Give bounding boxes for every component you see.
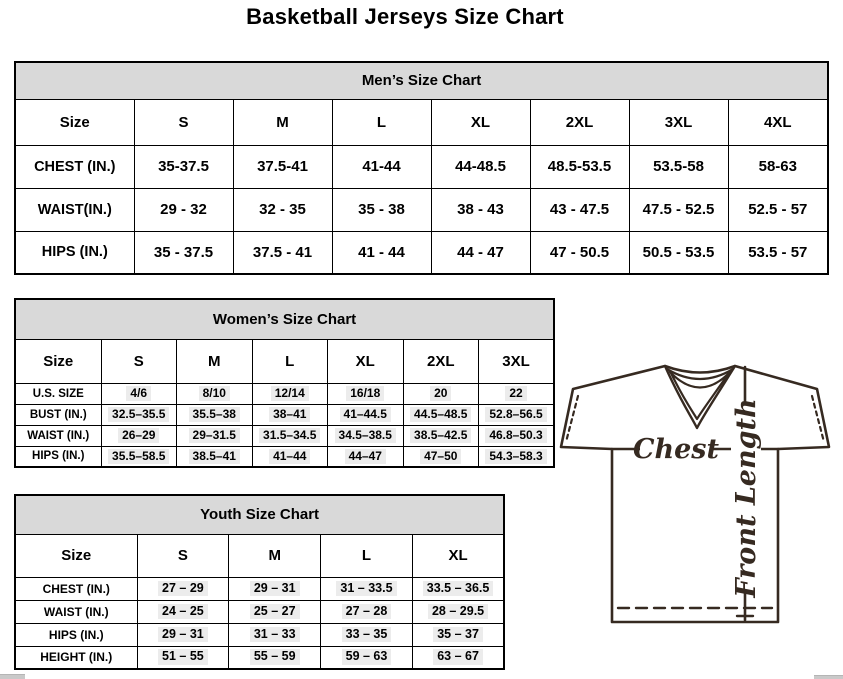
size-value-cell xyxy=(431,188,530,231)
table-title-row xyxy=(15,62,828,99)
table-row xyxy=(15,404,554,425)
table-row xyxy=(15,623,504,646)
table-row xyxy=(15,383,554,404)
youth-chart-title: Youth Size Chart xyxy=(15,495,504,534)
size-value: 31 – 33 xyxy=(250,627,300,643)
size-value: 29–31.5 xyxy=(189,428,240,443)
size-value: 35 – 37 xyxy=(433,627,483,643)
size-value: 46.8–50.3 xyxy=(485,428,546,443)
womens-chart-title: Women’s Size Chart xyxy=(15,299,554,339)
column-header: S xyxy=(101,339,177,383)
size-value-cell xyxy=(233,188,332,231)
column-header: Size xyxy=(15,99,134,145)
size-value-cell xyxy=(629,188,728,231)
table-row xyxy=(15,577,504,600)
size-value: 29 – 31 xyxy=(250,581,300,597)
column-header: M xyxy=(229,534,321,577)
size-value-cell xyxy=(229,600,321,623)
size-value-cell xyxy=(530,145,629,188)
size-value-cell xyxy=(328,425,404,446)
size-value: 47–50 xyxy=(420,449,461,464)
size-value-cell xyxy=(332,231,431,274)
size-value: 58-63 xyxy=(758,158,797,175)
size-value-cell xyxy=(233,231,332,274)
size-value-cell xyxy=(137,600,229,623)
size-value: 38.5–41 xyxy=(189,449,240,464)
size-value-cell xyxy=(101,404,177,425)
size-value: 41-44 xyxy=(362,158,401,175)
size-value: 29 – 31 xyxy=(158,627,208,643)
size-value: 29 - 32 xyxy=(160,201,207,218)
row-label: CHEST (IN.) xyxy=(15,577,137,600)
size-value-cell xyxy=(101,446,177,467)
size-value-cell xyxy=(530,231,629,274)
column-header: 2XL xyxy=(403,339,479,383)
table-row xyxy=(15,600,504,623)
size-value: 41 - 44 xyxy=(358,243,405,261)
size-value: 50.5 - 53.5 xyxy=(642,243,715,261)
size-value: 44.5–48.5 xyxy=(410,407,471,422)
size-value-cell xyxy=(252,446,328,467)
row-label: BUST (IN.) xyxy=(15,404,101,425)
size-value-cell xyxy=(101,425,177,446)
size-value: 44–47 xyxy=(345,449,386,464)
size-value: 35 - 38 xyxy=(358,201,405,218)
size-value-cell xyxy=(177,446,253,467)
size-value-cell xyxy=(134,188,233,231)
size-value: 22 xyxy=(505,386,526,401)
size-value: 53.5 - 57 xyxy=(748,243,808,261)
column-header: 3XL xyxy=(479,339,555,383)
size-value: 28 – 29.5 xyxy=(428,604,488,620)
size-value-cell xyxy=(728,145,828,188)
size-value-cell xyxy=(412,623,504,646)
size-value-cell xyxy=(403,404,479,425)
chest-label: Chest xyxy=(633,434,719,465)
column-header: L xyxy=(332,99,431,145)
size-value: 37.5-41 xyxy=(257,158,308,175)
size-value: 63 – 67 xyxy=(433,649,483,665)
column-header: S xyxy=(137,534,229,577)
size-value-cell xyxy=(137,623,229,646)
size-value-cell xyxy=(332,188,431,231)
size-value-cell xyxy=(134,231,233,274)
column-header: 4XL xyxy=(728,99,828,145)
table-title-row xyxy=(15,299,554,339)
size-value: 26–29 xyxy=(118,428,159,443)
size-value-cell xyxy=(137,577,229,600)
size-value-cell xyxy=(229,646,321,669)
size-value: 44-48.5 xyxy=(455,158,506,175)
size-value: 55 – 59 xyxy=(250,649,300,665)
size-value-cell xyxy=(229,577,321,600)
size-value-cell xyxy=(431,231,530,274)
size-value-cell xyxy=(479,404,555,425)
size-value-cell xyxy=(479,383,555,404)
size-value: 52.8–56.5 xyxy=(485,407,546,422)
size-value: 16/18 xyxy=(346,386,384,401)
row-label: U.S. SIZE xyxy=(15,383,101,404)
table-row xyxy=(15,145,828,188)
size-value-cell xyxy=(530,188,629,231)
size-value: 37.5 - 41 xyxy=(252,243,313,261)
size-value-cell xyxy=(403,383,479,404)
size-value-cell xyxy=(321,577,413,600)
size-value: 24 – 25 xyxy=(158,604,208,620)
row-label: WAIST (IN.) xyxy=(15,600,137,623)
size-value: 59 – 63 xyxy=(342,649,392,665)
womens-size-table xyxy=(14,298,555,468)
size-value: 54.3–58.3 xyxy=(485,449,546,464)
size-value: 38–41 xyxy=(269,407,310,422)
column-header: S xyxy=(134,99,233,145)
size-value: 35.5–58.5 xyxy=(108,449,169,464)
size-value: 32.5–35.5 xyxy=(108,407,169,422)
youth-size-table xyxy=(14,494,505,670)
table-row xyxy=(15,446,554,467)
size-value: 4/6 xyxy=(126,386,151,401)
size-value: 43 - 47.5 xyxy=(549,201,610,218)
size-value: 25 – 27 xyxy=(250,604,300,620)
row-label: HIPS (IN.) xyxy=(15,231,134,274)
row-label: HEIGHT (IN.) xyxy=(15,646,137,669)
size-value-cell xyxy=(479,425,555,446)
jersey-outline-icon xyxy=(561,366,829,622)
size-value: 38 - 43 xyxy=(457,201,504,218)
size-value: 47 - 50.5 xyxy=(549,243,610,261)
size-value: 31.5–34.5 xyxy=(259,428,320,443)
table-row xyxy=(15,188,828,231)
size-value: 33 – 35 xyxy=(342,627,392,643)
size-value: 27 – 29 xyxy=(158,581,208,597)
size-value-cell xyxy=(137,646,229,669)
mens-size-table xyxy=(14,61,829,275)
row-label: CHEST (IN.) xyxy=(15,145,134,188)
size-value-cell xyxy=(233,145,332,188)
size-value-cell xyxy=(728,188,828,231)
column-header-row xyxy=(15,99,828,145)
size-value-cell xyxy=(403,425,479,446)
size-value: 47.5 - 52.5 xyxy=(642,201,715,218)
column-header: XL xyxy=(431,99,530,145)
size-value: 38.5–42.5 xyxy=(410,428,471,443)
table-row xyxy=(15,425,554,446)
column-header: Size xyxy=(15,534,137,577)
column-header: 3XL xyxy=(629,99,728,145)
row-label: HIPS (IN.) xyxy=(15,623,137,646)
size-value-cell xyxy=(479,446,555,467)
size-value-cell xyxy=(431,145,530,188)
table-row xyxy=(15,646,504,669)
size-value: 52.5 - 57 xyxy=(748,201,808,218)
column-header: XL xyxy=(328,339,404,383)
size-value: 53.5-58 xyxy=(653,158,704,175)
size-value-cell xyxy=(321,646,413,669)
size-value: 41–44 xyxy=(269,449,310,464)
column-header: L xyxy=(252,339,328,383)
size-value-cell xyxy=(252,404,328,425)
size-value: 48.5-53.5 xyxy=(547,158,612,175)
column-header: L xyxy=(321,534,413,577)
size-value-cell xyxy=(403,446,479,467)
size-value-cell xyxy=(328,404,404,425)
size-value: 35 - 37.5 xyxy=(153,243,214,261)
size-value: 51 – 55 xyxy=(158,649,208,665)
size-value: 44 - 47 xyxy=(457,243,504,261)
scrollbar-fragment-right[interactable] xyxy=(814,675,843,679)
jersey-measurement-diagram xyxy=(548,358,843,633)
size-value-cell xyxy=(412,646,504,669)
size-value: 35-37.5 xyxy=(158,158,209,175)
page-title: Basketball Jerseys Size Chart xyxy=(246,4,564,29)
size-value-cell xyxy=(101,383,177,404)
table-title-row xyxy=(15,495,504,534)
size-value-cell xyxy=(177,425,253,446)
column-header: Size xyxy=(15,339,101,383)
scrollbar-fragment-left[interactable] xyxy=(0,674,25,679)
column-header: M xyxy=(177,339,253,383)
size-value: 32 - 35 xyxy=(259,201,306,218)
size-value-cell xyxy=(328,446,404,467)
size-value-cell xyxy=(321,623,413,646)
row-label: WAIST(IN.) xyxy=(15,188,134,231)
mens-chart-title: Men’s Size Chart xyxy=(15,62,828,99)
size-value-cell xyxy=(332,145,431,188)
size-value-cell xyxy=(229,623,321,646)
front-length-label: Front Length xyxy=(731,398,762,598)
size-value-cell xyxy=(252,383,328,404)
size-value-cell xyxy=(412,577,504,600)
size-value-cell xyxy=(252,425,328,446)
column-header-row xyxy=(15,339,554,383)
size-value: 20 xyxy=(430,386,451,401)
row-label: WAIST (IN.) xyxy=(15,425,101,446)
size-value-cell xyxy=(629,231,728,274)
size-value: 12/14 xyxy=(271,386,309,401)
column-header: XL xyxy=(412,534,504,577)
size-value-cell xyxy=(177,404,253,425)
size-value-cell xyxy=(321,600,413,623)
size-value: 34.5–38.5 xyxy=(335,428,396,443)
size-value-cell xyxy=(177,383,253,404)
size-value: 31 – 33.5 xyxy=(336,581,396,597)
size-value-cell xyxy=(629,145,728,188)
size-value: 33.5 – 36.5 xyxy=(423,581,494,597)
size-value: 27 – 28 xyxy=(342,604,392,620)
column-header: 2XL xyxy=(530,99,629,145)
row-label: HIPS (IN.) xyxy=(15,446,101,467)
size-value: 8/10 xyxy=(199,386,230,401)
size-value-cell xyxy=(728,231,828,274)
size-value: 41–44.5 xyxy=(340,407,391,422)
size-value-cell xyxy=(134,145,233,188)
column-header: M xyxy=(233,99,332,145)
table-row xyxy=(15,231,828,274)
column-header-row xyxy=(15,534,504,577)
size-value-cell xyxy=(328,383,404,404)
size-value-cell xyxy=(412,600,504,623)
size-value: 35.5–38 xyxy=(189,407,240,422)
